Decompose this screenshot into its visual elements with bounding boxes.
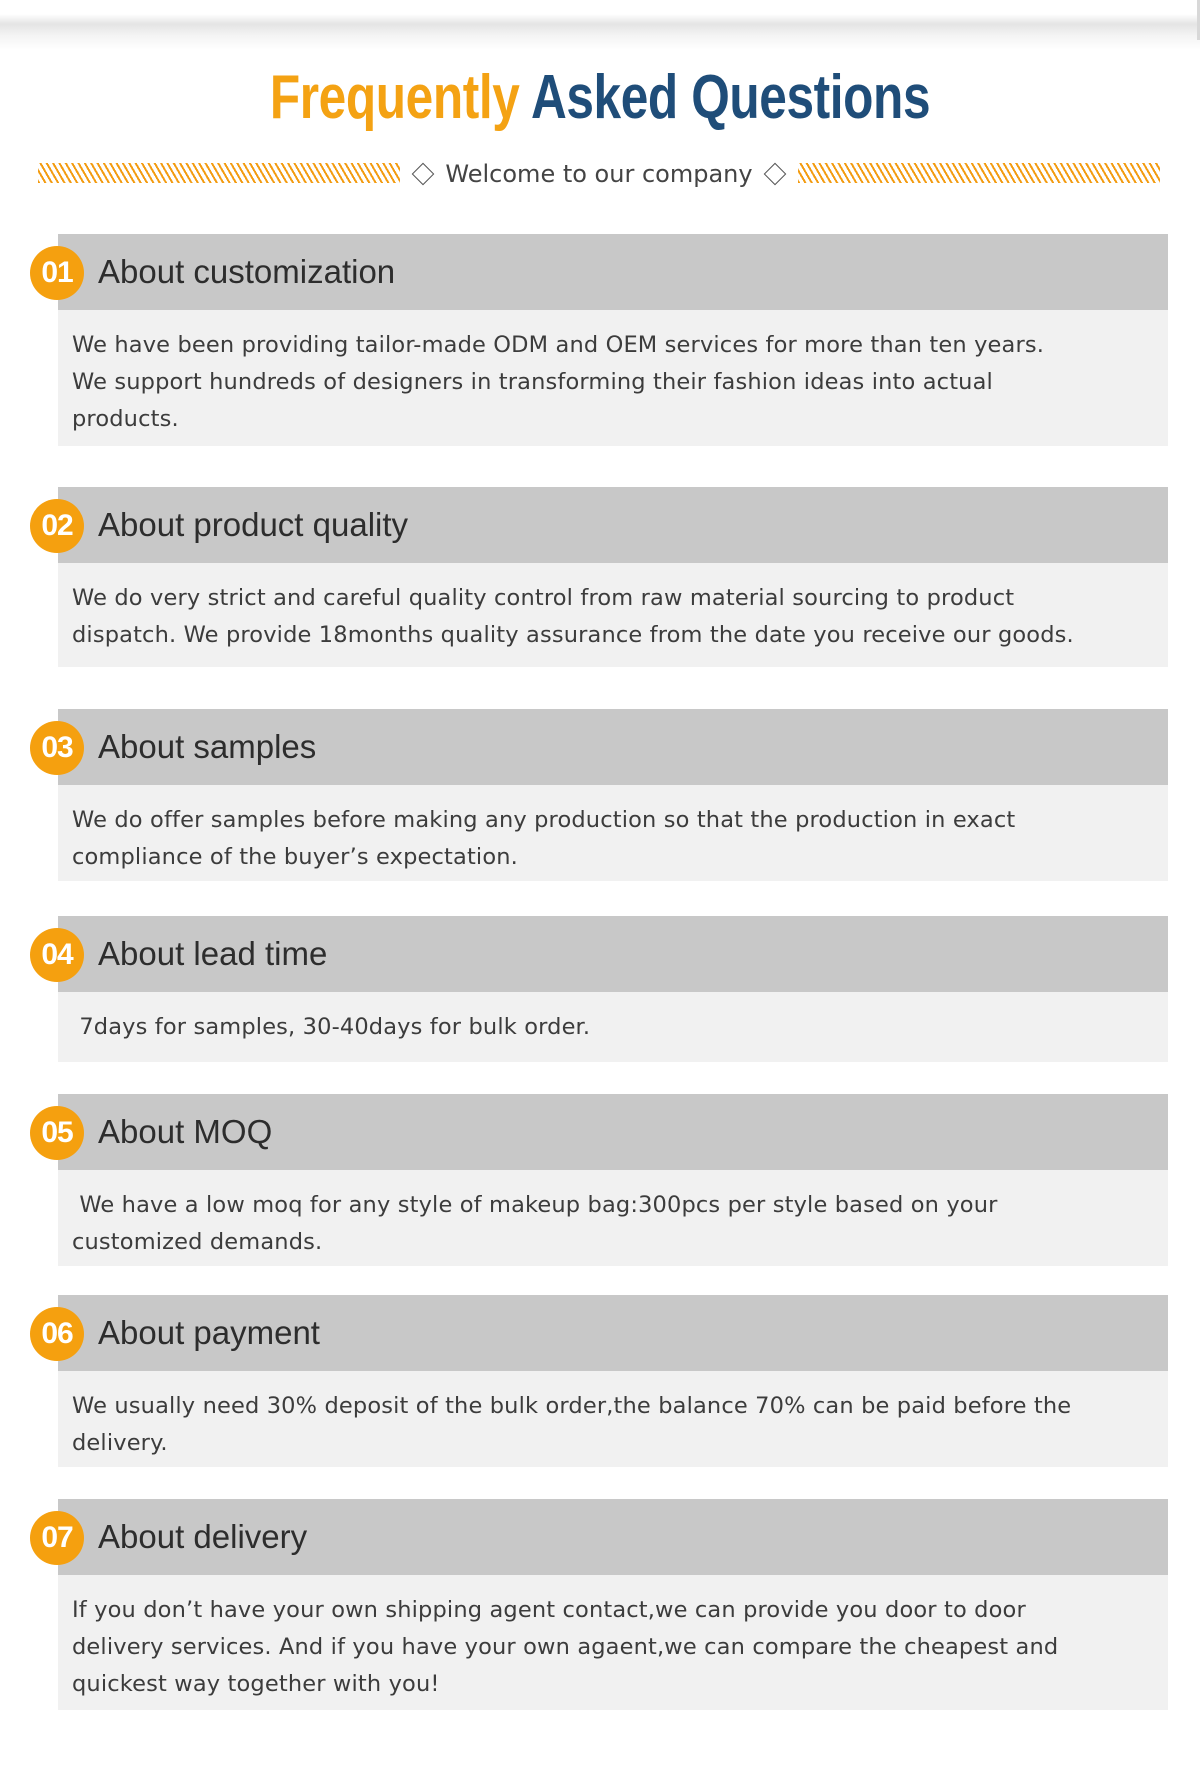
faq-number-badge: 02 [30,499,84,553]
faq-title: About payment [98,1314,320,1351]
hatch-decoration-left [38,163,400,183]
faq-number-badge: 05 [30,1106,84,1160]
faq-number-badge: 06 [30,1307,84,1361]
faq-header [58,1094,1168,1170]
faq-number-badge: 04 [30,928,84,982]
faq-title: About samples [98,728,317,765]
faq-answer: 7days for samples, 30-40days for bulk order. [72,1014,591,1040]
subtitle-row [38,158,1160,190]
faq-answer-box [58,563,1168,667]
faq-title: About customization [98,253,396,290]
subtitle-text: Welcome to our company [445,160,753,188]
diamond-icon-left [412,163,435,186]
faq-answer: We have a low moq for any style of makeup bag:300pcs per style based on your customized demands. [72,1192,998,1255]
faq-title: About MOQ [98,1113,273,1150]
faq-answer-box [58,1575,1168,1710]
faq-answer-box [58,310,1168,446]
faq-header [58,234,1168,310]
faq-header [58,487,1168,563]
faq-header [58,1499,1168,1575]
faq-header [58,709,1168,785]
faq-header [58,916,1168,992]
faq-answer: We have been providing tailor-made ODM and OEM services for more than ten years. We support hundreds of designers in transforming their fashion ideas into actual products. [72,332,1045,432]
faq-header [58,1295,1168,1371]
faq-answer: We usually need 30% deposit of the bulk order,the balance 70% can be paid before the delivery. [72,1393,1072,1456]
faq-answer: We do offer samples before making any production so that the production in exact compliance of the buyer’s expectation. [72,807,1016,870]
faq-answer: If you don’t have your own shipping agent contact,we can provide you door to door delivery services. And if you have your own agaent,we can compare the cheapest and quickest way together with you! [72,1597,1059,1697]
faq-number-badge: 01 [30,246,84,300]
faq-answer-box [58,1170,1168,1266]
faq-title: About delivery [98,1518,308,1555]
faq-number-badge: 03 [30,721,84,775]
top-shadow-band [0,0,1200,50]
subtitle-center [400,158,798,190]
faq-number-badge: 07 [30,1511,84,1565]
hatch-decoration-right [798,163,1160,183]
faq-title: About product quality [98,506,409,543]
faq-answer-box [58,1371,1168,1467]
diamond-icon-right [763,163,786,186]
title-words-asked-questions: Asked Questions [530,63,931,132]
faq-answer: We do very strict and careful quality control from raw material sourcing to product dispatch. We provide 18months quality assurance from the date you receive our goods. [72,585,1074,648]
page-title [120,58,1080,138]
title-word-frequently: Frequently [269,63,520,132]
faq-answer-box [58,992,1168,1062]
faq-answer-box [58,785,1168,881]
faq-title: About lead time [98,935,328,972]
